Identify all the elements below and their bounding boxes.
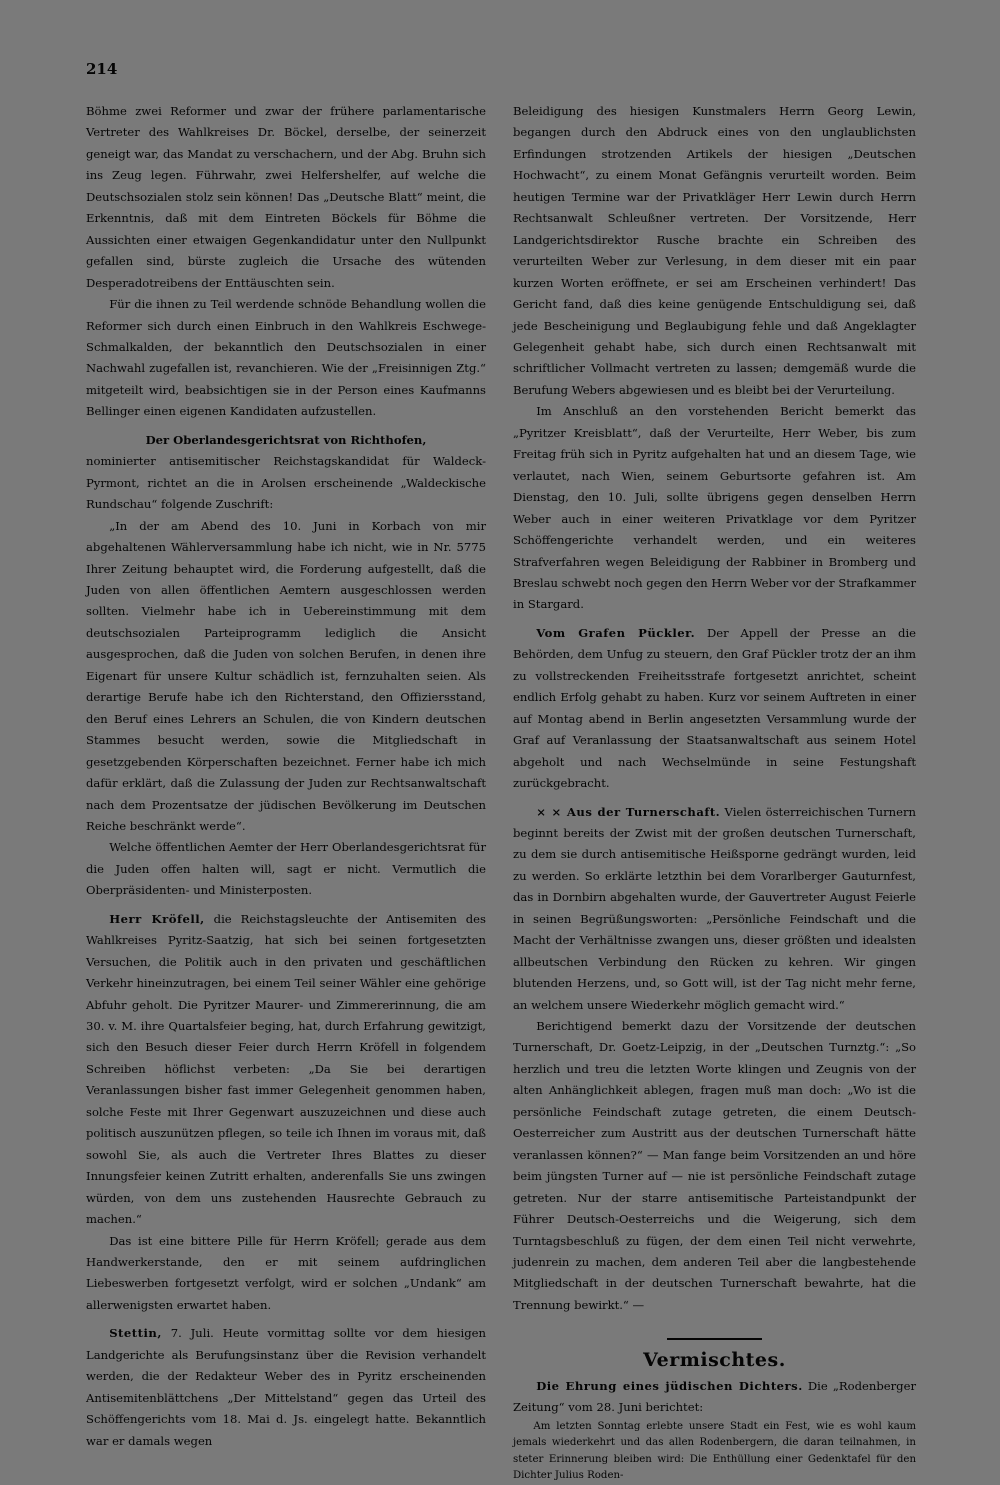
paragraph — [86, 909, 486, 1231]
paragraph: Beleidigung des hiesigen Kunstmalers Herrn Georg Lewin, begangen durch den Abdruck eines von den unglaublichsten Erfindungen strotzenden Artikels der hiesigen „Deutschen Hochwacht“, zu einem Monat Gefängnis verurteilt worden. Beim heutigen Termine war der Privatkläger Herr Lewin durch Herrn Rechtsanwalt Schleußner vertreten. Der Vorsitzende, Herr Landgerichtsdirektor Rusche brachte ein Schreiben des verurteilten Weber zur Verlesung, in dem dieser mit ein paar kurzen Worten eröffnete, er sei am Erscheinen verhindert! Das Gericht fand, daß dies keine genügende Entschuldigung sei, daß jede Bescheinigung und Beglaubigung fehle und daß Angeklagter Gelegenheit gehabt habe, sich durch einen Rechtsanwalt mit schriftlicher Vollmacht vertreten zu lassen; demgemäß wurde die Berufung Webers abgewiesen und es bleibt bei der Verurteilung. — [513, 104, 916, 397]
article-heading: Vom Grafen Pückler. — [536, 625, 696, 640]
paragraph: Böhme zwei Reformer und zwar der frühere parlamentarische Vertreter des Wahlkreises Dr. Böckel, derselbe, der seinerzeit geneigt war, das Mandat zu verschachern, und der Abg. Bruhn sich ins Zeug legen. Führwahr, zwei Helfershelfer, auf welche die Deutschsozialen stolz sein können! Das „Deutsche Blatt“ meint, die Erkenntnis, daß mit dem Eintreten Böckels für Böhme die Aussichten einer etwaigen Gegenkandidatur unter den Nullpunkt gefallen sind, bürste zugleich die Ursache des wütenden Desperadotreibens der Enttäuschten sein. — [86, 104, 486, 290]
article-heading: Stettin, — [109, 1326, 162, 1341]
quoted-paragraph: Am letzten Sonntag erlebte unsere Stadt ein Fest, wie es wohl kaum jemals wiederkehrt und das allen Rodenbergern, die daran teilnahmen, in steter Erinnerung bleiben wird: Die Enthüllung einer Gedenktafel für den Dichter Julius Roden- — [513, 1420, 916, 1482]
article-heading: Der Oberlandesgerichtsrat von Richthofen, — [145, 432, 427, 447]
page-number: 214 — [86, 60, 118, 78]
section-title: Vermischtes. — [643, 1349, 786, 1372]
paragraph: Für die ihnen zu Teil werdende schnöde Behandlung wollen die Reformer sich durch einen Einbruch in den Wahlkreis Eschwege-Schmalkalden, der bekanntlich den Deutschsozialen in einer Nachwahl zugefallen ist, revanchieren. Wie der „Freisinnigen Ztg.“ mitgeteilt wird, beabsichtigen sie in der Person eines Kaufmanns Bellinger einen eigenen Kandidaten aufzustellen. — [86, 297, 486, 419]
left-column — [86, 101, 486, 1452]
paragraph — [86, 1323, 486, 1452]
paragraph-text: Der Appell der Presse an die Behörden, dem Unfug zu steuern, den Graf Pückler trotz der an ihm zu vollstreckenden Freiheitsstrafe fortgesetzt anrichtet, scheint endlich Erfolg gehabt zu haben. Kurz vor seinem Auftreten in einer auf Montag abend in Berlin angesetzten Versammlung wurde der Graf auf Veranlassung der Staatsanwaltschaft aus seinem Hotel abgeholt und nach Wechselmünde in seine Festungshaft zurückgebracht. — [513, 625, 917, 791]
paragraph-text: 7. Juli. Heute vormittag sollte vor dem hiesigen Landgerichte als Berufungsinstanz über die Revision verhandelt werden, die der Redakteur Weber des in Pyritz erscheinenden Antisemitenblättchens „Der Mittelstand“ gegen das Urteil des Schöffengerichts vom 18. Mai d. Js. eingelegt hatte. Bekanntlich war er damals wegen — [86, 1326, 486, 1448]
paragraph: Im Anschluß an den vorstehenden Bericht bemerkt das „Pyritzer Kreisblatt“, daß der Verurteilte, Herr Weber, bis zum Freitag früh sich in Pyritz aufgehalten hat und an diesem Tage, wie verlautet, nach Wien, seinem Geburtsorte gefahren ist. Am Dienstag, den 10. Juli, sollte übrigens gegen denselben Herrn Weber auch in einer weiteren Privatklage vor dem Pyritzer Schöffengerichte verhandelt werden, und ein weiteres Strafverfahren wegen Beleidigung der Rabbiner in Bromberg und Breslau schwebt noch gegen den Herrn Weber vor der Strafkammer in Stargard. — [513, 404, 916, 612]
article-heading: Die Ehrung eines jüdischen Dichters. — [536, 1378, 803, 1393]
paragraph: Berichtigend bemerkt dazu der Vorsitzende der deutschen Turnerschaft, Dr. Goetz-Leipzig, in der „Deutschen Turnztg.“: „So herzlich und treu die letzten Worte klingen und Zeugnis von der alten Anhänglichkeit ablegen, fragen muß man doch: „Wo ist die persönliche Feindschaft zutage getreten, die einem Deutsch-Oesterreicher zum Austritt aus der deutschen Turnerschaft hätte veranlassen können?“ — Man fange beim Vorsitzenden an und höre beim jüngsten Turner auf — nie ist persönliche Feindschaft zutage getreten. Nur der starre antisemitische Parteistandpunkt der Führer Deutsch-Oesterreichs und die Weigerung, sich dem Turntagsbeschluß zu fügen, der dem einen Teil nicht verwehrte, judenrein zu machen, dem anderen Teil aber die langbestehende Mitgliedschaft in der deutschen Turnerschaft bewahrte, hat die Trennung bewirkt.“ — — [513, 1019, 916, 1312]
paragraph-text: Die „Rodenberger Zeitung“ vom 28. Juni berichtet: — [513, 1378, 916, 1415]
paragraph — [513, 802, 916, 1017]
paragraph — [513, 1376, 916, 1419]
paragraph — [513, 623, 916, 795]
paragraph: Das ist eine bittere Pille für Herrn Kröfell; gerade aus dem Handwerkerstande, den er mit seinem aufdringlichen Liebeswerben fortgesetzt verfolgt, wird er solchen „Undank“ am allerwenigsten erwartet haben. — [86, 1233, 486, 1312]
paragraph-text: die Reichstagsleuchte der Antisemiten des Wahlkreises Pyritz-Saatzig, hat sich bei seinen fortgesetzten Versuchen, die Politik auch in den privaten und geschäftlichen Verkehr hineinzutragen, bei einem Teil seiner Wähler eine gehörige Abfuhr geholt. Die Pyritzer Maurer- und Zimmererinnung, die am 30. v. M. ihre Quartalsfeier beging, hat, durch Erfahrung gewitzigt, sich den Besuch dieser Feier durch Herrn Kröfell in folgendem Schreiben höflichst verbeten: „Da Sie bei derartigen Veranlassungen bisher fast immer Gelegenheit genommen haben, solche Feste mit Ihrer Gegenwart auszuzeichnen und diese auch politisch auszunützen pflegen, so teile ich Ihnen im voraus mit, daß sowohl Sie, als auch die Vertreter Ihres Blattes zu dieser Innungsfeier keinen Zutritt erhalten, anderenfalls Sie uns zwingen würden, von dem uns zustehenden Hausrechte Gebrauch zu machen.“ — [86, 911, 486, 1227]
article-heading: Herr Kröfell, — [109, 911, 205, 926]
right-column — [513, 101, 916, 1485]
paragraph: Welche öffentlichen Aemter der Herr Oberlandesgerichtsrat für die Juden offen halten will, sagt er nicht. Vermutlich die Oberpräsidenten- und Ministerposten. — [86, 840, 486, 898]
section-divider — [667, 1338, 762, 1340]
paragraph: „In der am Abend des 10. Juni in Korbach von mir abgehaltenen Wählerversammlung habe ich nicht, wie in Nr. 5775 Ihrer Zeitung behauptet wird, die Forderung aufgestellt, daß die Juden von allen öffentlichen Aemtern ausgeschlossen werden sollten. Vielmehr habe ich in Uebereinstimmung mit dem deutschsozialen Parteiprogramm lediglich die Ansicht ausgesprochen, daß die Juden von solchen Berufen, in denen ihre Eigenart für unsere Kultur schädlich ist, fernzuhalten seien. Als derartige Berufe habe ich den Richterstand, den Offiziersstand, den Beruf eines Lehrers an Schulen, die von Kindern deutschen Stammes besucht werden, sowie die Mitgliedschaft in gesetzgebenden Körperschaften bezeichnet. Ferner habe ich mich dafür erklärt, daß die Zulassung der Juden zur Rechtsanwaltschaft nach dem Prozentsatze der jüdischen Bevölkerung im Deutschen Reiche beschränkt werde“. — [86, 518, 486, 833]
paragraph-text: Vielen österreichischen Turnern beginnt bereits der Zwist mit der großen deutschen Turnerschaft, zu dem sie durch antisemitische Heißsporne gedrängt wurden, leid zu werden. So erklärte letzthin bei dem Vorarlberger Gauturnfest, das in Dornbirn abgehalten wurde, der Gauvertreter August Feierle in seinen Begrüßungsworten: „Persönliche Feindschaft und die Macht der Verhältnisse zwangen uns, dieser größten und idealsten allbeutschen Verbindung den Rücken zu kehren. Wir gingen blutenden Herzens, und, so Gott will, ist der Tag nicht mehr ferne, an welchem unsere Wiederkehr möglich gemacht wird.“ — [513, 804, 917, 1012]
article-heading: × × Aus der Turnerschaft. — [536, 804, 721, 819]
paragraph: nominierter antisemitischer Reichstagskandidat für Waldeck-Pyrmont, richtet an die in Arolsen erscheinende „Waldeckische Rundschau“ folgende Zuschrift: — [86, 454, 486, 512]
